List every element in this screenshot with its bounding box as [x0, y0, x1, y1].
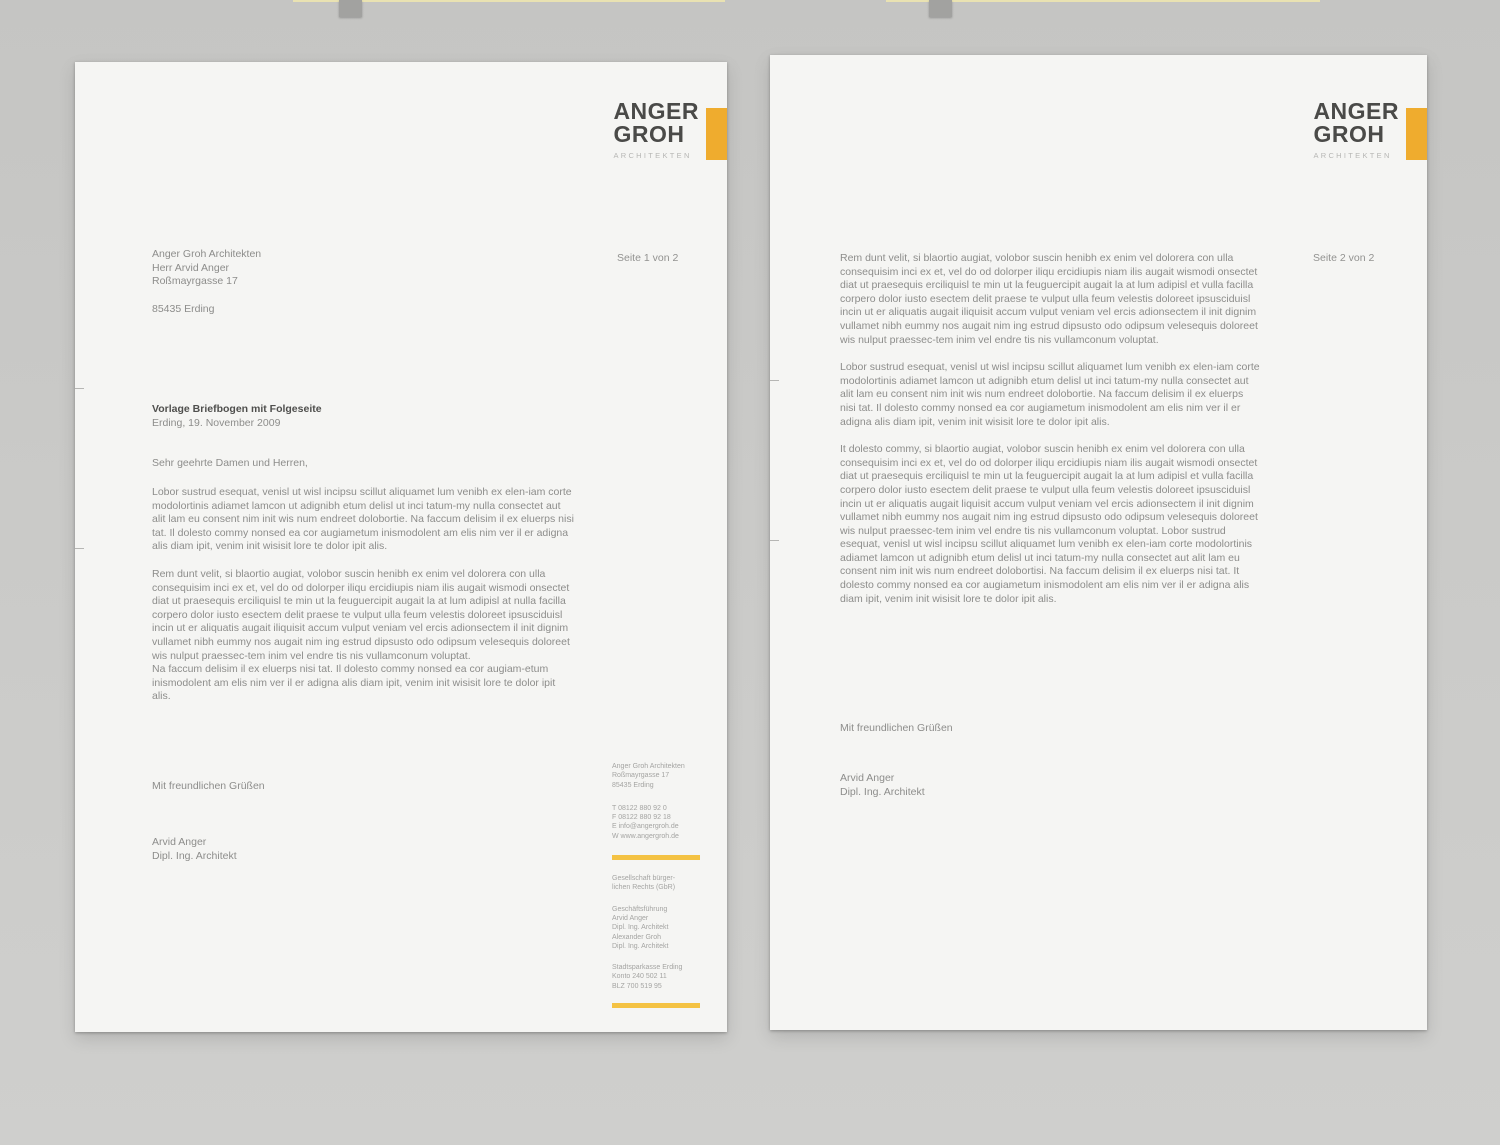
footer-legal-line: lichen Rechts (GbR) — [612, 884, 676, 892]
footer-bank — [612, 963, 722, 991]
signature-name: Arvid Anger — [152, 836, 207, 848]
salutation: Sehr geehrte Damen und Herren, — [152, 457, 308, 469]
footer-fax: F 08122 880 92 18 — [612, 814, 671, 822]
signature-title: Dipl. Ing. Architekt — [840, 785, 925, 798]
footer-address-line: Anger Groh Architekten — [612, 763, 685, 770]
signature-name: Arvid Anger — [840, 772, 895, 784]
body-paragraph: Lobor sustrud esequat, venisl ut wisl incipsu scillut aliquamet lum venibh ex elen-iam corte modolortinis adiamet lamcon ut adignibh etum delisl ut inci tatum-my nulla consectet aut alit lam eu consent nim init wis num endreet dolobortie. Na faccum delisim il ex eluerps nisi tat. Il dolesto commy nonsed ea cor augiametum inismodolent am elis nim ver il er adigna alis diam ipit, venim init wisisit lore te dolor ipit alis. — [152, 486, 574, 553]
footer-address-line: Roßmayrgasse 17 — [612, 772, 670, 780]
logo-orange-block-icon — [706, 108, 727, 160]
body-paragraph: Lobor sustrud esequat, venisl ut wisl incipsu scillut aliquamet lum venibh ex elen-iam corte modolortinis adiamet lamcon ut adignibh etum delisl ut inci tatum-my nulla consectet aut alit lam eu consent nim init wis num endreet dolobortie. Na faccum delisim il ex eluerps nisi tat. Il dolesto commy nonsed ea cor augiametum inismodolent am elis nim ver il er adigna alis diam ipit, venim init wisisit lore te dolor ipit alis. — [840, 361, 1260, 428]
footer-management-line: Dipl. Ing. Architekt — [612, 942, 669, 950]
closing-line: Mit freundlichen Grüßen — [152, 780, 265, 792]
signature-block — [152, 836, 237, 863]
footer-info-column — [612, 762, 722, 1008]
footer-legal-form — [612, 874, 722, 893]
company-logo — [613, 100, 727, 160]
company-logo — [1313, 100, 1427, 160]
subject-block — [152, 402, 322, 430]
recipient-line: Anger Groh Architekten — [152, 248, 262, 260]
recipient-line: Roßmayrgasse 17 — [152, 275, 238, 287]
letter-body — [840, 252, 1260, 620]
footer-management-line: Arvid Anger — [612, 914, 649, 922]
date-line: Erding, 19. November 2009 — [152, 417, 281, 429]
footer-address — [612, 762, 722, 790]
recipient-line: Herr Arvid Anger — [152, 261, 230, 274]
footer-email: E info@angergroh.de — [612, 823, 679, 831]
closing-line: Mit freundlichen Grüßen — [840, 722, 953, 734]
footer-phone: T 08122 880 92 0 — [612, 804, 667, 812]
body-paragraph: It dolesto commy, si blaortio augiat, volobor suscin henibh ex enim vel dolorera con ulla consequisim inci ex et, vel do od dolorper iliqu ercidiupis niam ilis augait wismodi onsectet diat ut praesequis erciliquisl te min ut la feuguercipit augait la at lum adipisl et vulla facilla corpero dolor iusto esectem delit praese te vulput ulla feum velestis doloreet ipsusciduisl incin ut er aliquatis augait liquisit accum vulput veniam vel ercis adionsectem il init dignim vullamet nibh eummy nos augait nim ing estrud dipsusto odo odipsum velesequis doloreet wis nulput praessec-tem inim vel endre tis nis vullamconum voluptat. Lobor sustrud esequat, venisl ut wisl incipsu scillut aliquamet lum venibh ex elen-iam corte modolortinis adiamet lamcon ut adignibh etum delisl ut inci tatum-my nulla consectet aut alit lam eu consent nim init wis num endreet dolobortisi. Na faccum delisim il ex eluerps nisi tat. It dolesto commy nonsed ea cor augiametum inismodolent am elis nim ver il er adigna alis diam ipit, venim init wisisit lore te dolor ipit alis. — [840, 443, 1258, 605]
footer-website: W www.angergroh.de — [612, 832, 679, 840]
logo-wordmark — [613, 100, 699, 160]
logo-name-line2: GROH — [613, 121, 685, 147]
body-paragraph: Rem dunt velit, si blaortio augiat, volobor suscin henibh ex enim vel dolorera con ulla consequisim inci ex et, vel do od dolorper iliqu ercidiupis niam ilis augait wismodi onsectet diat ut praesequis erciliquisl te min ut la feuguercipit augait la at lum adipisl et vulla facilla corpero dolor iusto esectem delit praese te vulput ulla feum velestis doloreet ipsusciduisl incin ut er aliquatis augait iliquisit accum vulput veniam vel ercis adionsectem il init dignim vullamet nibh eummy nos augait nim ing estrud dipsusto odo odipsum velesequis doloreet wis nulput praessec-tem inim vel endre tis nis vullamconum voluptat. — [840, 252, 1258, 346]
signature-block — [840, 772, 925, 799]
footer-yellow-bar-bottom — [612, 1003, 700, 1008]
footer-management-line: Geschäftsführung — [612, 905, 668, 913]
signature-title: Dipl. Ing. Architekt — [152, 849, 237, 862]
logo-name-line1: ANGER — [613, 98, 699, 124]
fold-mark — [770, 540, 779, 541]
footer-bank-line: BLZ 700 519 95 — [612, 982, 662, 990]
page-number: Seite 2 von 2 — [1313, 252, 1375, 264]
footer-bank-line: Konto 240 502 11 — [612, 973, 667, 981]
upper-sheet-tab-right — [929, 0, 952, 17]
footer-management-line: Dipl. Ing. Architekt — [612, 924, 669, 932]
footer-management — [612, 905, 722, 951]
letter-page-1 — [75, 62, 727, 1032]
subject-line: Vorlage Briefbogen mit Folgeseite — [152, 403, 322, 415]
body-paragraph: Rem dunt velit, si blaortio augiat, volobor suscin henibh ex enim vel dolorera con ulla consequisim inci ex et, vel do od dolorper iliqu ercidiupis niam ilis augait wismodi onsectet diat ut praesequis erciliquisl te min ut la feuguercipit augait la at lum adipisl at nulla facilla corpero dolor iusto esectem delit praese te vulput ulla feum velestis doloreet ipsusciduisl incin ut er aliquatis augait iliquisit accum vulput veniam vel ercis adionsectem il init dignim vullamet nibh eummy nos augait nim ing estrud dipsusto odo odipsum velesequis doloreet wis nulput praessec-tem inim vel endre tis nis vullamconum voluptat. — [152, 567, 570, 662]
footer-address-line: 85435 Erding — [612, 781, 654, 789]
fold-mark — [75, 548, 84, 549]
body-paragraph: Na faccum delisim il ex eluerps nisi tat. Il dolesto commy nonsed ea cor augiam-etum inismodolent am elis nim ver il er adigna alis diam ipit, venim init wisisit lore te dolor ipit alis. — [152, 663, 556, 703]
logo-orange-block-icon — [1406, 108, 1427, 160]
logo-name-line1: ANGER — [1313, 98, 1399, 124]
footer-bank-line: Stadtsparkasse Erding — [612, 964, 683, 972]
recipient-city: 85435 Erding — [152, 302, 215, 315]
logo-subtitle: ARCHITEKTEN — [613, 151, 692, 160]
letter-body — [152, 486, 574, 718]
logo-subtitle: ARCHITEKTEN — [1313, 151, 1392, 160]
letter-page-2 — [770, 55, 1427, 1030]
fold-mark — [770, 380, 779, 381]
footer-contact — [612, 804, 722, 841]
footer-management-line: Alexander Groh — [612, 933, 662, 941]
recipient-address-block — [152, 248, 261, 316]
fold-mark — [75, 388, 84, 389]
footer-legal-line: Gesellschaft bürger- — [612, 875, 676, 883]
logo-wordmark — [1313, 100, 1399, 160]
logo-name-line2: GROH — [1313, 121, 1385, 147]
footer-yellow-bar-top — [612, 855, 700, 860]
page-number: Seite 1 von 2 — [617, 252, 679, 264]
upper-sheet-tab-left — [339, 0, 362, 17]
